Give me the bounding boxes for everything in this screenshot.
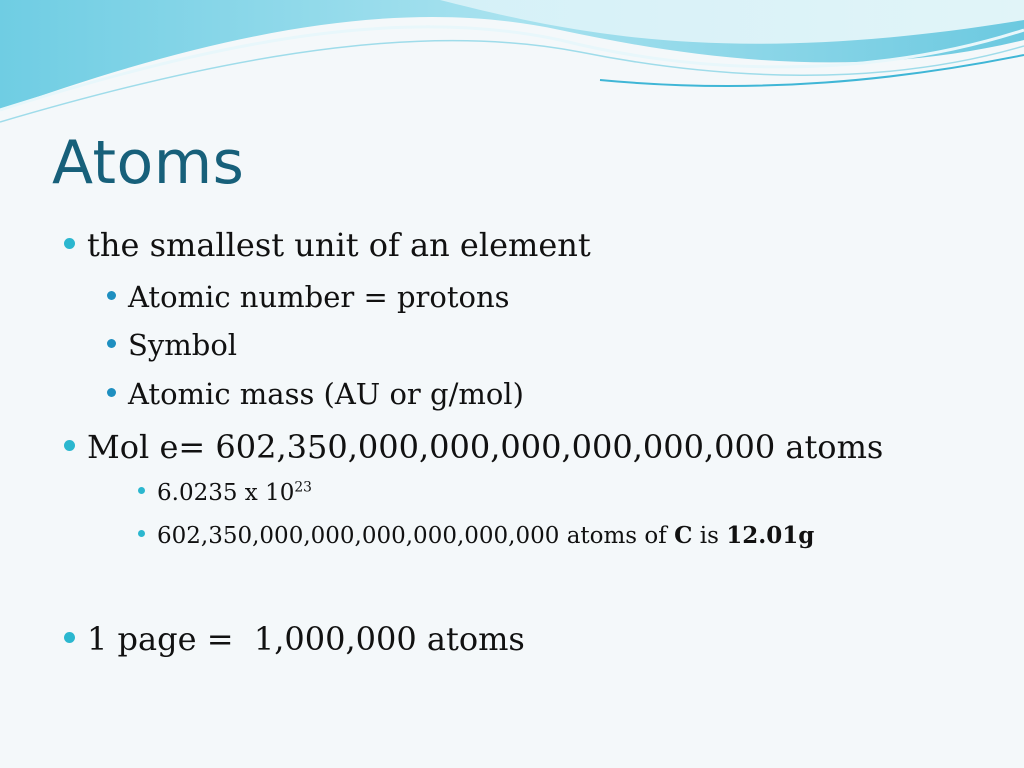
bullet-1-text: the smallest unit of an element <box>87 226 591 264</box>
sub-bullet-dot-icon <box>138 530 145 537</box>
carbon-mass: 12.01g <box>726 522 815 549</box>
bullet-2-sub-1-text <box>157 480 312 506</box>
sub-bullet-dot-icon <box>107 291 116 300</box>
bullet-1-sub-1 <box>107 280 510 314</box>
bullet-1-sub-3 <box>107 377 524 411</box>
bullet-dot-icon <box>64 238 75 249</box>
bullet-3 <box>64 620 525 658</box>
bullet-dot-icon <box>64 440 75 451</box>
carbon-count-text: 602,350,000,000,000,000,000,000 atoms of <box>157 523 675 549</box>
bullet-1-sub-3-text: Atomic mass (AU or g/mol) <box>128 377 524 411</box>
bullet-1 <box>64 226 591 264</box>
bullet-2 <box>64 428 883 466</box>
mole-exponent: 23 <box>294 479 312 496</box>
bullet-1-sub-1-text: Atomic number = protons <box>128 280 510 314</box>
mole-base: 6.0235 x 10 <box>157 480 295 506</box>
bullet-2-sub-1 <box>138 480 312 506</box>
header-wave-decoration <box>0 0 1024 130</box>
bullet-2-sub-2 <box>138 522 814 549</box>
sub-bullet-dot-icon <box>138 487 145 494</box>
sub-bullet-dot-icon <box>107 388 116 397</box>
bullet-1-sub-2-text: Symbol <box>128 328 238 362</box>
carbon-is-text: is <box>692 523 727 549</box>
bullet-dot-icon <box>64 632 75 643</box>
bullet-3-text: 1 page = 1,000,000 atoms <box>87 620 525 658</box>
bullet-2-sub-2-text <box>157 522 814 549</box>
bullet-2-text: Mol e= 602,350,000,000,000,000,000,000 atoms <box>87 428 884 466</box>
bullet-1-sub-2 <box>107 328 237 362</box>
slide-title: Atoms <box>52 128 245 198</box>
carbon-symbol: C <box>674 522 693 549</box>
sub-bullet-dot-icon <box>107 339 116 348</box>
